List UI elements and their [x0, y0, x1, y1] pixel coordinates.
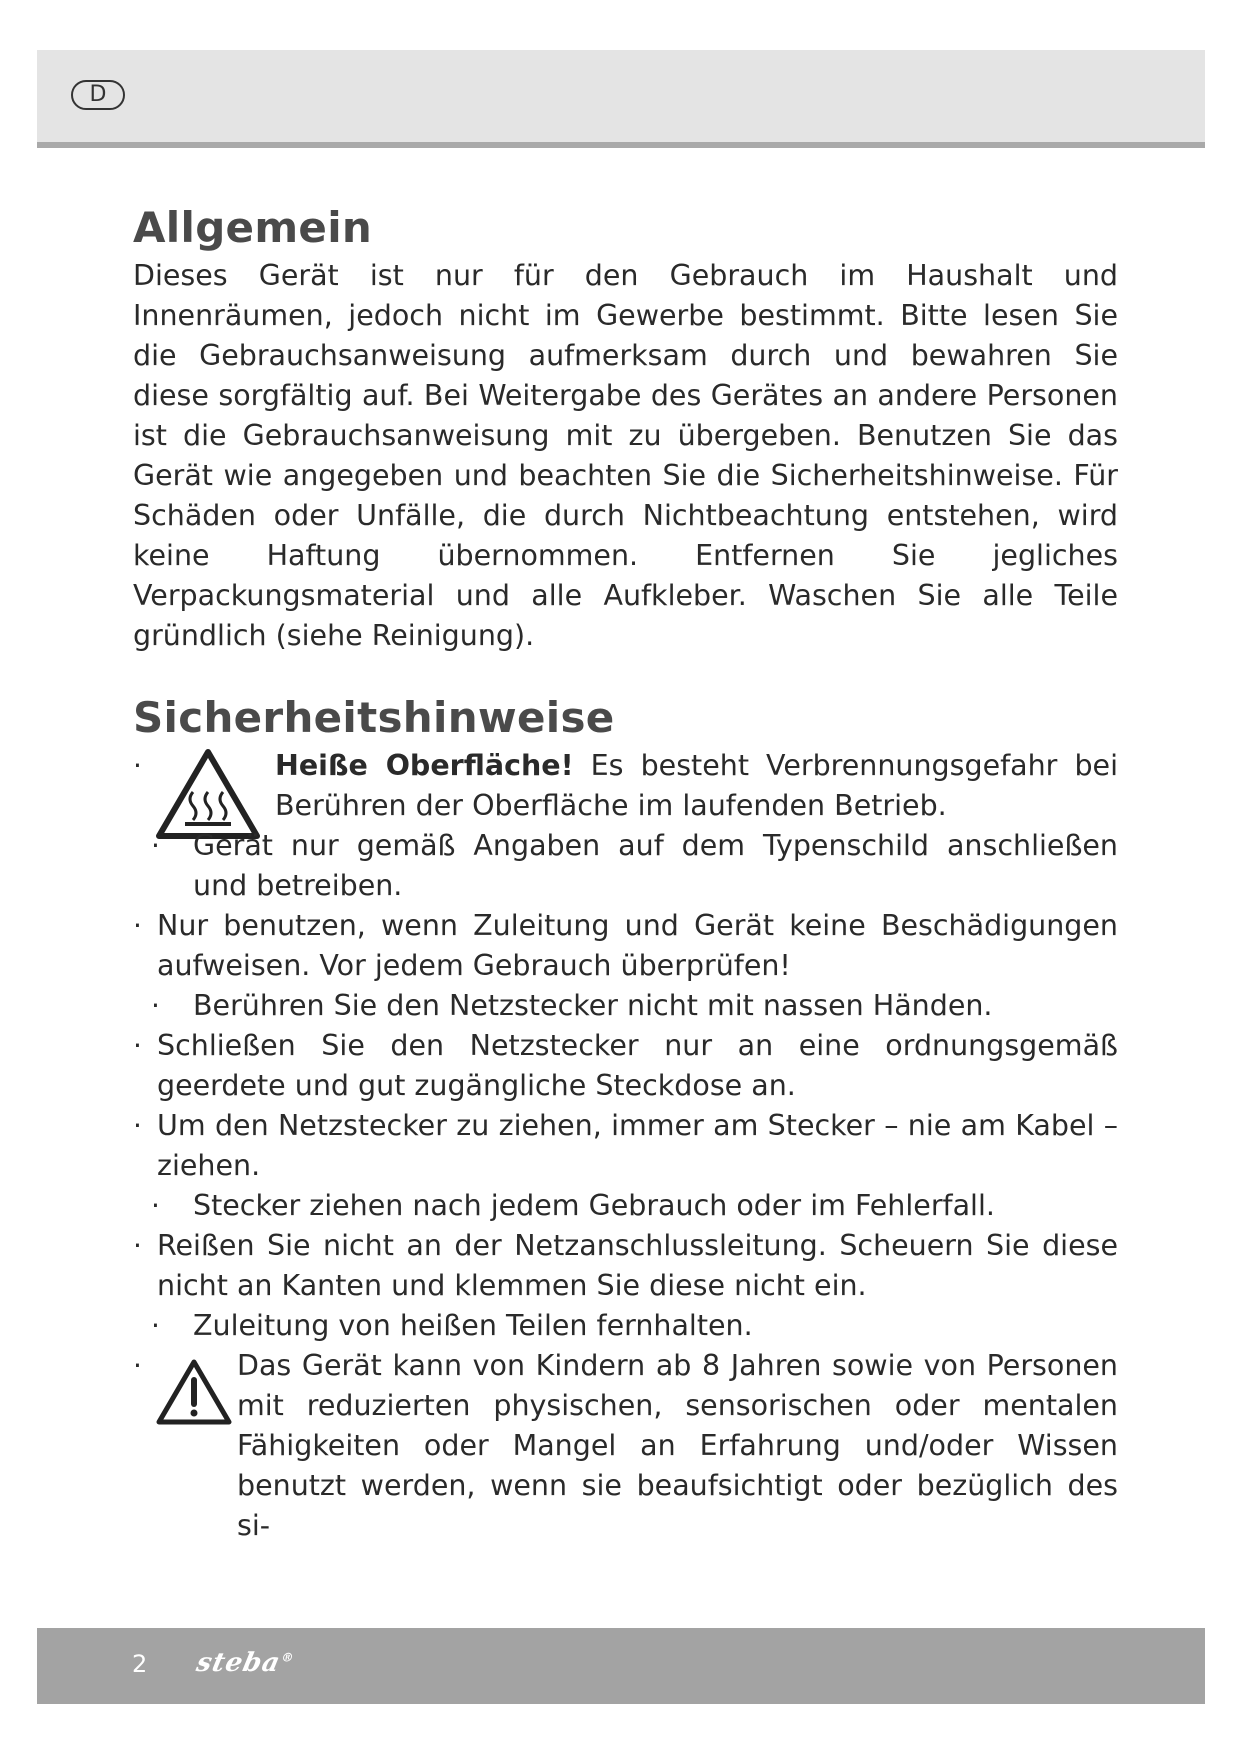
header-bar [37, 50, 1205, 148]
list-item-text: Berühren Sie den Netzstecker nicht mit nassen Händen. [193, 989, 993, 1022]
list-item [133, 746, 1118, 826]
list-item-text: Schließen Sie den Netzstecker nur an eine ordnungsgemäß geerdete und gut zugängliche Steckdose an. [157, 1029, 1118, 1102]
bullet-dot: · [133, 1109, 142, 1142]
list-item-text: Stecker ziehen nach jedem Gebrauch oder im Fehlerfall. [193, 1189, 995, 1222]
section-title-safety: Sicherheitshinweise [133, 693, 615, 742]
list-item [133, 826, 1118, 906]
list-item [133, 1306, 1118, 1346]
list-item [133, 1226, 1118, 1306]
list-item-text: Nur benutzen, wenn Zuleitung und Gerät keine Beschädigungen aufweisen. Vor jedem Gebrauch überprüfen! [157, 909, 1118, 982]
bullet-dot: · [151, 1309, 160, 1342]
warning-exclamation-icon [155, 1358, 233, 1426]
list-item-text: Gerät nur gemäß Angaben auf dem Typenschild anschließen und betreiben. [193, 829, 1118, 902]
list-item [133, 1186, 1118, 1226]
safety-list [133, 746, 1133, 1546]
footer-bar [37, 1628, 1205, 1704]
bullet-dot: · [151, 829, 160, 862]
list-item-text: Reißen Sie nicht an der Netzanschlussleitung. Scheuern Sie diese nicht an Kanten und klemmen Sie diese nicht ein. [157, 1229, 1118, 1302]
language-badge: D [71, 80, 125, 110]
bullet-dot: · [151, 1189, 160, 1222]
hot-surface-label: Heiße Oberfläche! [275, 749, 574, 782]
brand-logo: steba® [193, 1648, 296, 1678]
list-item [133, 986, 1118, 1026]
content [133, 200, 1133, 1546]
bullet-dot: · [133, 1229, 142, 1262]
bullet-dot: · [151, 989, 160, 1022]
bullet-dot: · [133, 1349, 142, 1382]
list-item [133, 906, 1118, 986]
list-item-text: Das Gerät kann von Kindern ab 8 Jahren sowie von Personen mit reduzierten physischen, sensorischen oder mentalen Fähigkeiten oder Mangel an Erfahrung und/oder Wissen benutzt werden, wenn sie beaufsichtigt oder bezüglich des si- [237, 1349, 1118, 1542]
bullet-dot: · [133, 1029, 142, 1062]
page-number: 2 [132, 1650, 148, 1678]
safety-section [133, 690, 1133, 1546]
list-item [133, 1106, 1118, 1186]
list-item [133, 1346, 1118, 1546]
bullet-dot: · [133, 909, 142, 942]
list-item-text: Zuleitung von heißen Teilen fernhalten. [193, 1309, 753, 1342]
list-item [133, 1026, 1118, 1106]
list-item-text: Es besteht Verbrennungsgefahr bei Berühren der Oberfläche im laufenden Betrieb. [275, 749, 1118, 822]
general-paragraph: Dieses Gerät ist nur für den Gebrauch im Haushalt und Innenräumen, jedoch nicht im Gewerbe bestimmt. Bitte lesen Sie die Gebrauchsanweisung aufmerksam durch und bewahren Sie diese sorgfältig auf. Bei Weitergabe des Gerätes an andere Personen ist die Gebrauchsanweisung mit zu übergeben. Benutzen Sie das Gerät wie angegeben und beachten Sie die Sicherheitshinweise. Für Schäden oder Unfälle, die durch Nichtbeachtung entstehen, wird keine Haftung übernommen. Entfernen Sie jegliches Verpackungsmaterial und alle Aufkleber. Waschen Sie alle Teile gründlich (siehe Reinigung). [133, 259, 1118, 652]
section-title-general: Allgemein [133, 203, 373, 252]
bullet-dot: · [133, 749, 142, 782]
list-item-text: Um den Netzstecker zu ziehen, immer am Stecker – nie am Kabel – ziehen. [157, 1109, 1118, 1182]
brand-name: steba [193, 1648, 284, 1678]
